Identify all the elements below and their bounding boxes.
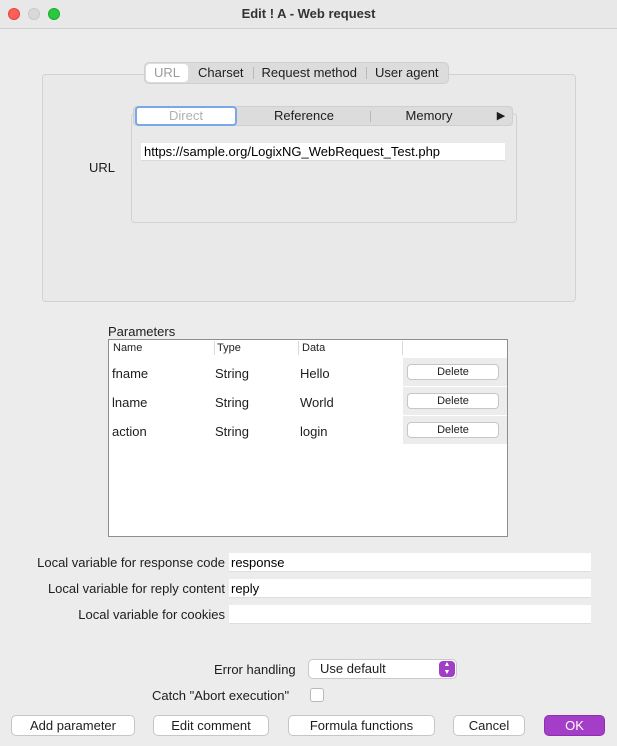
tab-direct[interactable]: Direct (135, 106, 237, 126)
cancel-button[interactable]: Cancel (453, 715, 525, 736)
catch-abort-label: Catch "Abort execution" (152, 688, 290, 703)
tab-request-method[interactable]: Request method (253, 63, 366, 83)
window-title: Edit ! A - Web request (241, 6, 376, 21)
param-name[interactable]: lname (112, 395, 148, 410)
parameters-label: Parameters (108, 324, 176, 339)
tab-charset[interactable]: Charset (198, 65, 244, 80)
cookies-input[interactable] (229, 605, 591, 624)
reply-content-input[interactable] (229, 579, 591, 598)
delete-cell (403, 387, 507, 415)
chevron-up-down-icon: ▲ ▼ (439, 661, 455, 677)
param-name[interactable]: fname (112, 366, 149, 381)
error-handling-label: Error handling (214, 662, 296, 677)
tab-user-agent[interactable]: User agent (366, 63, 448, 83)
outer-tab-bar (144, 62, 449, 84)
table-row[interactable] (109, 416, 507, 445)
parameters-table (108, 339, 508, 537)
error-handling-value: Use default (320, 661, 386, 676)
param-type[interactable]: String (215, 395, 249, 410)
delete-row-button[interactable]: Delete (407, 364, 499, 380)
title-bar (0, 0, 617, 29)
reply-content-label: Local variable for reply content (47, 581, 225, 596)
tab-reference[interactable]: Reference (274, 108, 334, 123)
param-name[interactable]: action (112, 424, 147, 439)
delete-row-button[interactable]: Delete (407, 393, 499, 409)
param-type[interactable]: String (215, 424, 249, 439)
edit-comment-button[interactable]: Edit comment (153, 715, 269, 736)
tab-scroll-right-icon[interactable]: ▶ (496, 110, 506, 122)
column-divider (298, 341, 299, 355)
param-data[interactable]: World (300, 395, 334, 410)
cookies-label: Local variable for cookies (78, 607, 225, 622)
ok-button[interactable]: OK (544, 715, 605, 736)
tab-url[interactable]: URL (146, 64, 188, 82)
column-header-data[interactable]: Data (302, 342, 326, 354)
table-row[interactable] (109, 387, 507, 416)
param-data[interactable]: Hello (300, 366, 330, 381)
param-data[interactable]: login (300, 424, 328, 439)
url-label: URL (89, 160, 116, 175)
error-handling-select[interactable] (308, 659, 457, 679)
add-parameter-button[interactable]: Add parameter (11, 715, 135, 736)
delete-cell (403, 416, 507, 444)
table-row[interactable] (109, 358, 507, 387)
column-divider (214, 341, 215, 355)
delete-cell (403, 358, 507, 386)
catch-abort-checkbox[interactable] (310, 688, 324, 702)
addressing-tab-bar (133, 106, 513, 126)
column-divider (402, 341, 403, 355)
url-value-panel (131, 113, 517, 223)
formula-functions-button[interactable]: Formula functions (288, 715, 435, 736)
response-code-input[interactable] (229, 553, 591, 572)
column-header-type[interactable]: Type (217, 342, 241, 354)
response-code-label: Local variable for response code (37, 555, 225, 570)
delete-row-button[interactable]: Delete (407, 422, 499, 438)
tab-memory[interactable]: Memory (370, 107, 488, 125)
column-header-name[interactable]: Name (113, 342, 143, 354)
param-type[interactable]: String (215, 366, 249, 381)
url-input[interactable] (141, 143, 505, 161)
